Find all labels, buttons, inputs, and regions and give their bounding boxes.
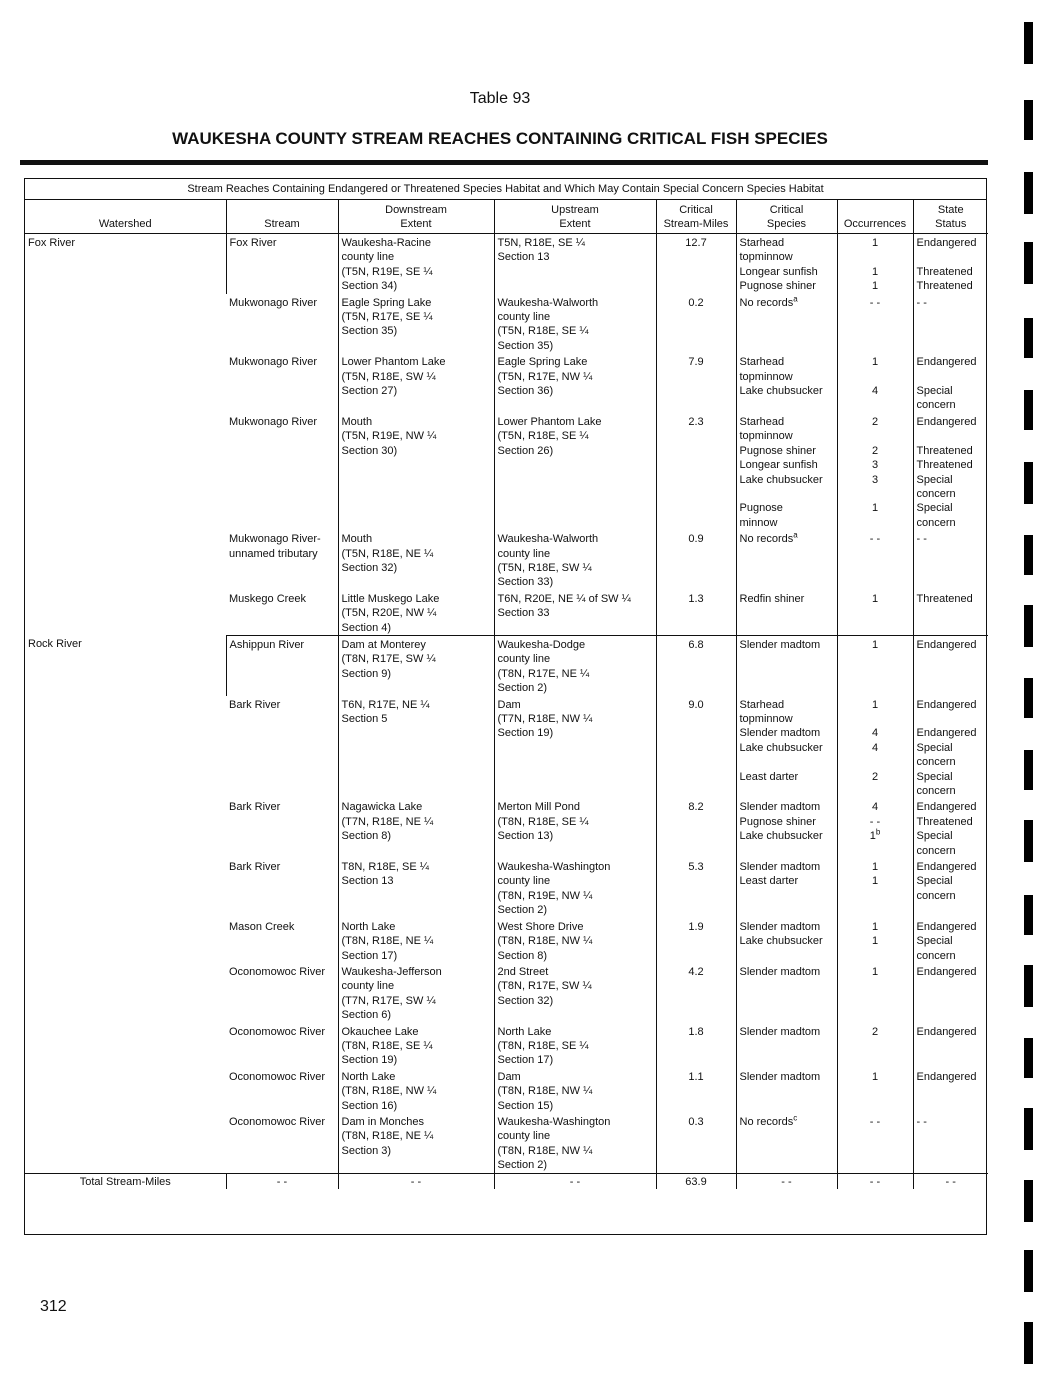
footnote-marker: b [875, 827, 881, 837]
downstream-extent-cell: Eagle Spring Lake (T5N, R17E, SE ¼ Section 35) [338, 294, 494, 354]
stream-cell: Oconomowoc River [229, 1070, 325, 1083]
upstream-extent-cell: Dam (T8N, R18E, NW ¼ Section 15) [494, 1068, 656, 1113]
stream-cell: Mukwonago River [229, 296, 318, 309]
stream-miles-cell: 6.8 [656, 635, 736, 695]
state-status-cell: Endangered Threatened Threatened Special concern Special concern [913, 413, 988, 530]
page-number: 312 [40, 1298, 67, 1315]
occurrences-text: - - [869, 1115, 881, 1128]
occurrences-text: 2 2 3 3 1 [871, 415, 879, 515]
species-text: No records [739, 296, 794, 309]
critical-species-cell [736, 798, 837, 858]
critical-species-cell [736, 294, 837, 354]
downstream-extent-cell: Okauchee Lake (T8N, R18E, SE ¼ Section 19) [338, 1023, 494, 1068]
column-header-occurrences: Occurrences [837, 200, 913, 234]
state-status-cell: Endangered Threatened Special concern [913, 798, 988, 858]
occurrences-text: - - [869, 296, 881, 309]
column-header-stream: Stream [226, 200, 338, 234]
upstream-extent-cell: Waukesha-Dodge county line (T8N, R17E, NE ¼ Section 2) [494, 635, 656, 695]
occurrences-text: 1 [871, 638, 879, 651]
critical-species-cell [736, 1023, 837, 1068]
occurrences-text: 1 [871, 1070, 879, 1083]
state-status-cell: Endangered [913, 635, 988, 695]
stream-miles-cell: 7.9 [656, 353, 736, 413]
table-row [25, 234, 988, 294]
occurrences-cell [837, 635, 913, 695]
downstream-extent-cell: T6N, R17E, NE ¼ Section 5 [338, 696, 494, 799]
species-text: Starhead topminnow Longear sunfish Pugnose shiner [739, 237, 818, 293]
occurrences-cell [837, 918, 913, 963]
state-status-cell: - - [913, 1113, 988, 1173]
occurrences-cell [837, 798, 913, 858]
stream-miles-cell: 1.1 [656, 1068, 736, 1113]
species-text: No records [739, 533, 794, 546]
stream-cell: Mukwonago River- unnamed tributary [229, 533, 321, 560]
occurrences-text: 1 4 [871, 356, 879, 398]
stream-cell: Muskego Creek [226, 590, 338, 636]
species-text: No records [739, 1115, 794, 1128]
total-miles: 63.9 [656, 1173, 736, 1189]
total-status: - - [913, 1173, 988, 1189]
upstream-extent-cell: North Lake (T8N, R18E, SE ¼ Section 17) [494, 1023, 656, 1068]
occurrences-cell [837, 234, 913, 294]
occurrences-text: 1 1 [871, 861, 879, 888]
occurrences-cell [837, 963, 913, 1023]
critical-species-cell [736, 858, 837, 918]
stream-miles-cell: 0.9 [656, 530, 736, 590]
upstream-extent-cell: Waukesha-Walworth county line (T5N, R18E, SW ¼ Section 33) [494, 530, 656, 590]
downstream-extent-cell: Waukesha-Racine county line (T5N, R19E, SE ¼ Section 34) [338, 234, 494, 294]
stream-cell: Oconomowoc River [226, 1113, 338, 1173]
occurrences-cell [837, 590, 913, 636]
critical-species-cell [736, 1068, 837, 1113]
occurrences-cell [837, 530, 913, 590]
stream-cell: Fox River [226, 234, 338, 294]
total-downstream: - - [338, 1173, 494, 1189]
stream-cell: Mukwonago River [229, 415, 318, 428]
critical-species-cell [736, 413, 837, 530]
occurrences-cell [837, 858, 913, 918]
occurrences-text: 4 - - 1 [869, 801, 881, 843]
stream-miles-cell: 5.3 [656, 858, 736, 918]
species-text: Starhead topminnow Pugnose shiner Longear sunfish Lake chubsucker Pugnose minnow [739, 415, 823, 529]
upstream-extent-cell: 2nd Street (T8N, R17E, SW ¼ Section 32) [494, 963, 656, 1023]
scan-edge-marks [1020, 0, 1050, 1380]
downstream-extent-cell: Mouth (T5N, R19E, NW ¼ Section 30) [338, 413, 494, 530]
critical-species-cell [736, 1113, 837, 1173]
species-text: Starhead topminnow Lake chubsucker [739, 356, 823, 398]
critical-species-cell [736, 234, 837, 294]
title-rule [20, 160, 988, 165]
critical-species-cell [736, 353, 837, 413]
occurrences-text: 1 4 4 2 [871, 698, 879, 783]
upstream-extent-cell: Waukesha-Walworth county line (T5N, R18E, SE ¼ Section 35) [494, 294, 656, 354]
stream-miles-cell: 9.0 [656, 696, 736, 799]
critical-species-cell [736, 635, 837, 695]
upstream-extent-cell: T5N, R18E, SE ¼ Section 13 [494, 234, 656, 294]
species-text: Slender madtom Lake chubsucker [739, 920, 823, 948]
state-status-cell: Endangered Threatened Threatened [913, 234, 988, 294]
upstream-extent-cell: Waukesha-Washington county line (T8N, R19E, NW ¼ Section 2) [494, 858, 656, 918]
state-status-cell: - - [913, 530, 988, 590]
total-stream: - - [226, 1173, 338, 1189]
footnote-marker: c [793, 1113, 798, 1123]
total-species: - - [736, 1173, 837, 1189]
stream-cell: Bark River [229, 801, 281, 814]
downstream-extent-cell: Nagawicka Lake (T7N, R18E, NE ¼ Section 8) [338, 798, 494, 858]
species-text: Slender madtom Least darter [739, 861, 821, 888]
critical-species-cell [736, 590, 837, 636]
stream-miles-cell: 2.3 [656, 413, 736, 530]
critical-species-cell [736, 918, 837, 963]
stream-cell: Ashippun River [226, 635, 338, 695]
occurrences-text: 2 [871, 1025, 879, 1038]
stream-reaches-table [25, 200, 988, 1189]
occurrences-text: 1 [871, 592, 879, 605]
occurrences-cell [837, 294, 913, 354]
downstream-extent-cell: Waukesha-Jefferson county line (T7N, R17E, SW ¼ Section 6) [338, 963, 494, 1023]
state-status-cell: Endangered Special concern [913, 353, 988, 413]
upstream-extent-cell: West Shore Drive (T8N, R18E, NW ¼ Section 8) [494, 918, 656, 963]
column-header-watershed: Watershed [25, 200, 226, 234]
watershed-cell: Rock River [28, 638, 82, 651]
occurrences-cell [837, 1023, 913, 1068]
species-text: Redfin shiner [739, 592, 805, 605]
stream-cell: Oconomowoc River [229, 1025, 325, 1038]
table-row [25, 635, 988, 695]
downstream-extent-cell: Dam in Monches (T8N, R18E, NE ¼ Section 3) [338, 1113, 494, 1173]
downstream-extent-cell: Mouth (T5N, R18E, NE ¼ Section 32) [338, 530, 494, 590]
footnote-marker: a [793, 530, 798, 540]
state-status-cell: Threatened [913, 590, 988, 636]
downstream-extent-cell: North Lake (T8N, R18E, NE ¼ Section 17) [338, 918, 494, 963]
occurrences-text: 1 [871, 965, 879, 978]
critical-species-cell [736, 696, 837, 799]
stream-cell: Bark River [229, 861, 281, 874]
occurrences-cell [837, 696, 913, 799]
upstream-extent-cell: T6N, R20E, NE ¼ of SW ¼ Section 33 [494, 590, 656, 636]
group-header: Stream Reaches Containing Endangered or Threatened Species Habitat and Which May Contain Special Concern Species Habitat [25, 179, 986, 200]
stream-cell: Mason Creek [229, 920, 295, 933]
species-text: Slender madtom [739, 1025, 821, 1038]
table-frame [24, 178, 987, 1235]
downstream-extent-cell: Dam at Monterey (T8N, R17E, SW ¼ Section 9) [338, 635, 494, 695]
occurrences-text: 1 1 [871, 920, 879, 948]
stream-cell: Oconomowoc River [229, 965, 325, 978]
state-status-cell: Endangered [913, 963, 988, 1023]
occurrences-cell [837, 413, 913, 530]
stream-cell: Mukwonago River [229, 356, 318, 369]
critical-species-cell [736, 963, 837, 1023]
table-title: WAUKESHA COUNTY STREAM REACHES CONTAINING CRITICAL FISH SPECIES [172, 129, 828, 148]
stream-miles-cell: 1.8 [656, 1023, 736, 1068]
occurrences-cell [837, 1068, 913, 1113]
table-number: Table 93 [469, 90, 531, 107]
species-text: Slender madtom Pugnose shiner Lake chubsucker [739, 801, 823, 843]
upstream-extent-cell: Eagle Spring Lake (T5N, R17E, NW ¼ Section 36) [494, 353, 656, 413]
column-header-critical-stream-miles: Critical Stream-Miles [656, 200, 736, 234]
total-label: Total Stream-Miles [25, 1173, 226, 1189]
footnote-marker: a [793, 293, 798, 303]
downstream-extent-cell: North Lake (T8N, R18E, NW ¼ Section 16) [338, 1068, 494, 1113]
column-header-downstream-extent: Downstream Extent [338, 200, 494, 234]
column-header-critical-species: Critical Species [736, 200, 837, 234]
stream-miles-cell: 0.3 [656, 1113, 736, 1173]
species-text: Starhead topminnow Slender madtom Lake chubsucker Least darter [739, 698, 823, 783]
stream-cell: Bark River [229, 698, 281, 711]
occurrences-cell [837, 353, 913, 413]
watershed-cell: Fox River [28, 237, 76, 249]
upstream-extent-cell: Dam (T7N, R18E, NW ¼ Section 19) [494, 696, 656, 799]
stream-miles-cell: 12.7 [656, 234, 736, 294]
critical-species-cell [736, 530, 837, 590]
stream-miles-cell: 1.9 [656, 918, 736, 963]
stream-miles-cell: 8.2 [656, 798, 736, 858]
total-row [25, 1173, 988, 1189]
upstream-extent-cell: Merton Mill Pond (T8N, R18E, SE ¼ Section 13) [494, 798, 656, 858]
header-row [25, 200, 988, 234]
state-status-cell: - - [913, 294, 988, 354]
downstream-extent-cell: Lower Phantom Lake (T5N, R18E, SW ¼ Section 27) [338, 353, 494, 413]
species-text: Slender madtom [739, 965, 821, 978]
state-status-cell: Endangered [913, 1023, 988, 1068]
occurrences-cell [837, 1113, 913, 1173]
total-occurrences: - - [837, 1173, 913, 1189]
occurrences-text: - - [869, 533, 881, 546]
column-header-state-status: State Status [913, 200, 988, 234]
column-header-upstream-extent: Upstream Extent [494, 200, 656, 234]
state-status-cell: Endangered Endangered Special concern Special concern [913, 696, 988, 799]
stream-miles-cell: 1.3 [656, 590, 736, 636]
stream-miles-cell: 0.2 [656, 294, 736, 354]
species-text: Slender madtom [739, 638, 821, 651]
state-status-cell: Endangered Special concern [913, 918, 988, 963]
stream-miles-cell: 4.2 [656, 963, 736, 1023]
table-body [25, 234, 988, 1189]
downstream-extent-cell: Little Muskego Lake (T5N, R20E, NW ¼ Section 4) [338, 590, 494, 636]
total-upstream: - - [494, 1173, 656, 1189]
state-status-cell: Endangered Special concern [913, 858, 988, 918]
upstream-extent-cell: Lower Phantom Lake (T5N, R18E, SE ¼ Section 26) [494, 413, 656, 530]
upstream-extent-cell: Waukesha-Washington county line (T8N, R18E, NW ¼ Section 2) [494, 1113, 656, 1173]
species-text: Slender madtom [739, 1070, 821, 1083]
state-status-cell: Endangered [913, 1068, 988, 1113]
occurrences-text: 1 1 1 [871, 237, 879, 293]
downstream-extent-cell: T8N, R18E, SE ¼ Section 13 [338, 858, 494, 918]
